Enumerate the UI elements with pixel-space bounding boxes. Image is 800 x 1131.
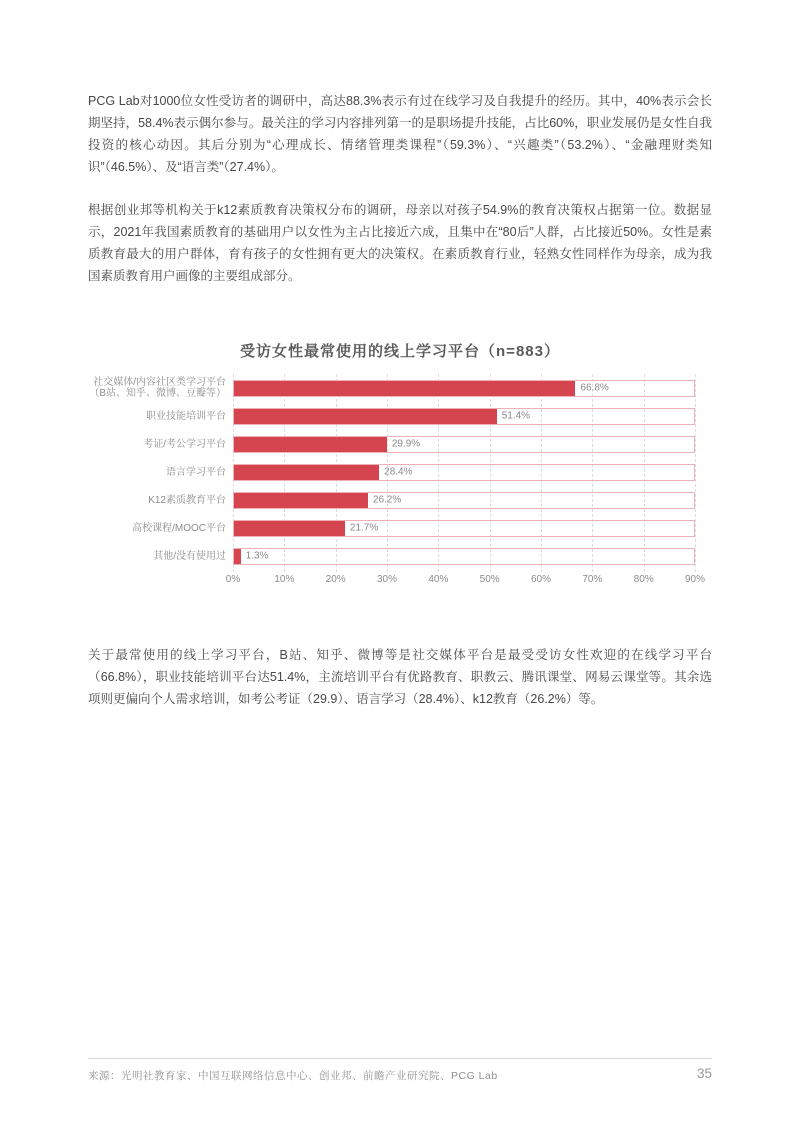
x-axis-tick-label: 10% bbox=[274, 574, 295, 585]
bar-track bbox=[233, 436, 695, 453]
bar-value-label: 21.7% bbox=[349, 522, 379, 534]
footer-divider bbox=[88, 1058, 712, 1059]
chart-row bbox=[88, 514, 695, 542]
x-axis-tick-label: 70% bbox=[582, 574, 603, 585]
bar-chart bbox=[88, 374, 706, 590]
category-label: 高校课程/MOOC平台 bbox=[132, 522, 226, 534]
chart-title: 受访女性最常使用的线上学习平台（n=883） bbox=[240, 343, 560, 360]
x-axis-tick-label: 80% bbox=[633, 574, 654, 585]
bar-value-label: 66.8% bbox=[580, 382, 609, 394]
x-axis-tick-label: 50% bbox=[479, 574, 500, 585]
x-axis-tick-label: 60% bbox=[530, 574, 551, 585]
bar-value-label: 1.3% bbox=[245, 550, 269, 562]
body-paragraph-1: PCG Lab对1000位女性受访者的调研中，高达88.3%表示有过在线学习及自我提升的经历。其中，40%表示会长期坚持，58.4%表示偶尔参与。最关注的学习内容排列第一的是职场提升技能，占比60%，职业发展仍是女性自我投资的核心动因。其后分别为“心理成长、情绪管理类课程”（59.3%）、“兴趣类”（53.2%）、“金融理财类知识”（46.5%）、及“语言类”（27.4%）。 bbox=[88, 94, 712, 174]
bar-fill bbox=[234, 493, 368, 508]
category-label: 其他/没有使用过 bbox=[153, 550, 226, 562]
chart-row bbox=[88, 458, 695, 486]
x-axis-tick-label: 30% bbox=[376, 574, 397, 585]
chart-row bbox=[88, 542, 695, 570]
category-label: 语言学习平台 bbox=[166, 466, 226, 478]
category-label: 考证/考公学习平台 bbox=[143, 438, 226, 450]
chart-row bbox=[88, 374, 695, 402]
chart-rows bbox=[88, 374, 695, 570]
body-paragraph-3: 关于最常使用的线上学习平台，B站、知乎、微博等是社交媒体平台是最受受访女性欢迎的在线学习平台（66.8%），职业技能培训平台达51.4%，主流培训平台有优路教育、职教云、腾讯课堂、网易云课堂等。其余选项则更偏向个人需求培训，如考公考证（29.9）、语言学习（28.4%）、k12教育（26.2%）等。 bbox=[88, 648, 712, 706]
bar-fill bbox=[234, 409, 497, 424]
chart-row bbox=[88, 430, 695, 458]
bar-track bbox=[233, 408, 695, 425]
bar-value-label: 29.9% bbox=[391, 438, 421, 450]
bar-track bbox=[233, 520, 695, 537]
bar-track bbox=[233, 464, 695, 481]
bar-fill bbox=[234, 521, 345, 536]
bar-fill bbox=[234, 381, 575, 396]
gridline bbox=[695, 374, 696, 572]
footer-source: 来源：光明社教育家、中国互联网络信息中心、创业邦、前瞻产业研究院、PCG Lab bbox=[88, 1070, 498, 1082]
x-axis-tick-label: 40% bbox=[428, 574, 449, 585]
bar-track bbox=[233, 380, 695, 397]
chart-row bbox=[88, 486, 695, 514]
body-paragraph-2: 根据创业邦等机构关于k12素质教育决策权分布的调研，母亲以对孩子54.9%的教育决策权占据第一位。数据显示，2021年我国素质教育的基础用户以女性为主占比接近六成，且集中在“80后”人群，占比接近50%。女性是素质教育最大的用户群体，育有孩子的女性拥有更大的决策权。在素质教育行业，轻熟女性同样作为母亲，成为我国素质教育用户画像的主要组成部分。 bbox=[88, 203, 712, 283]
bar-value-label: 26.2% bbox=[372, 494, 402, 506]
x-axis-tick-label: 20% bbox=[325, 574, 346, 585]
page-number: 35 bbox=[696, 1066, 712, 1081]
category-label: K12素质教育平台 bbox=[148, 494, 226, 506]
bar-fill bbox=[234, 465, 379, 480]
x-axis-tick-label: 0% bbox=[225, 574, 241, 585]
x-axis-tick-label: 90% bbox=[684, 574, 706, 585]
category-label: 职业技能培训平台 bbox=[146, 410, 226, 422]
bar-value-label: 51.4% bbox=[501, 410, 531, 422]
bar-fill bbox=[234, 549, 241, 564]
bar-track bbox=[233, 548, 695, 565]
bar-track bbox=[233, 492, 695, 509]
chart-x-axis bbox=[225, 574, 706, 588]
chart-row bbox=[88, 402, 695, 430]
category-label: 社交媒体/内容社区类学习平台 （B站、知乎、微博、豆瓣等） bbox=[89, 377, 226, 399]
bar-fill bbox=[234, 437, 387, 452]
bar-value-label: 28.4% bbox=[384, 466, 413, 478]
